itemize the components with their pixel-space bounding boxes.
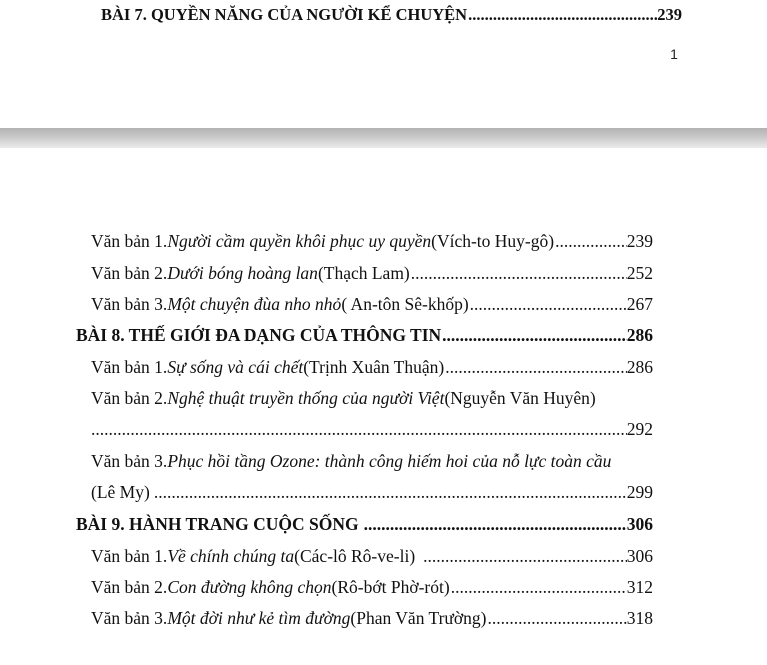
page-ref: 286 xyxy=(626,325,653,345)
dot-leader xyxy=(468,4,657,26)
toc-entry[interactable] xyxy=(91,262,653,284)
dot-leader xyxy=(445,356,627,378)
entry-prefix: Văn bản 1. xyxy=(91,546,168,566)
entry-prefix: Văn bản 3. xyxy=(91,294,168,314)
entry-title: Con đường không chọn xyxy=(167,577,332,597)
entry-prefix: Văn bản 2. xyxy=(91,577,168,597)
entry-title: Dưới bóng hoàng lan xyxy=(167,263,318,283)
entry-title: Sự sống và cái chết xyxy=(167,357,304,377)
dot-leader xyxy=(487,607,626,629)
toc-lesson-7[interactable] xyxy=(101,4,682,26)
entry-prefix: Văn bản 3. xyxy=(91,608,168,628)
entry-prefix: Văn bản 3. xyxy=(91,451,168,471)
page-ref: 306 xyxy=(626,514,653,534)
toc-entry[interactable] xyxy=(91,356,653,378)
page-gap xyxy=(0,128,767,148)
page-1-bottom xyxy=(0,0,767,128)
dot-leader xyxy=(442,324,627,346)
lesson-title: BÀI 9. HÀNH TRANG CUỘC SỐNG xyxy=(76,514,359,534)
entry-author: (Thạch Lam) xyxy=(317,263,410,283)
toc-entry-continuation[interactable] xyxy=(91,481,653,503)
dot-leader xyxy=(555,230,627,252)
dot-leader xyxy=(364,513,627,535)
entry-author: (Vích-to Huy-gô) xyxy=(431,231,555,251)
toc-entry[interactable] xyxy=(91,450,653,472)
page-ref: 267 xyxy=(626,294,653,314)
dot-leader xyxy=(423,545,627,567)
dot-leader xyxy=(411,262,627,284)
page-ref: 252 xyxy=(626,263,653,283)
page-ref: 312 xyxy=(626,577,653,597)
page-ref: 306 xyxy=(626,546,653,566)
page-ref: 239 xyxy=(657,5,682,24)
entry-title: Nghệ thuật truyền thống của người Việt xyxy=(167,388,445,408)
toc-lesson-9[interactable] xyxy=(76,513,653,535)
dot-leader xyxy=(451,576,627,598)
toc-entry-continuation[interactable] xyxy=(91,418,653,440)
entry-prefix: Văn bản 1. xyxy=(91,357,168,377)
dot-leader xyxy=(91,418,627,440)
entry-author: (Trịnh Xuân Thuận) xyxy=(303,357,445,377)
page-ref: 299 xyxy=(626,482,653,502)
entry-author: (Các-lô Rô-ve-li) xyxy=(294,546,416,566)
entry-author: (Phan Văn Trường) xyxy=(350,608,487,628)
toc-entry[interactable] xyxy=(91,545,653,567)
entry-title: Phục hồi tầng Ozone: thành công hiếm hoi của nỗ lực toàn cầu xyxy=(167,451,612,471)
toc-entry[interactable] xyxy=(91,607,653,629)
entry-prefix: Văn bản 2. xyxy=(91,263,168,283)
entry-prefix: Văn bản 1. xyxy=(91,231,168,251)
entry-prefix: Văn bản 2. xyxy=(91,388,168,408)
dot-leader xyxy=(154,481,627,503)
toc-entry[interactable] xyxy=(91,576,653,598)
toc-entry[interactable] xyxy=(91,293,653,315)
entry-author: (Nguyễn Văn Huyên) xyxy=(444,388,596,408)
page-ref: 318 xyxy=(626,608,653,628)
entry-title: Về chính chúng ta xyxy=(167,546,295,566)
toc-entry[interactable] xyxy=(91,387,653,409)
page-ref: 239 xyxy=(626,231,653,251)
entry-title: Một đời như kẻ tìm đường xyxy=(167,608,351,628)
toc-entry[interactable] xyxy=(91,230,653,252)
lesson-title: BÀI 8. THẾ GIỚI ĐA DẠNG CỦA THÔNG TIN xyxy=(76,325,442,345)
entry-title: Một chuyện đùa nho nhỏ xyxy=(167,294,342,314)
entry-author: (Lê My) xyxy=(91,482,150,502)
toc-lesson-8[interactable] xyxy=(76,324,653,346)
entry-author: (Rô-bớt Phờ-rót) xyxy=(331,577,450,597)
page-ref: 286 xyxy=(626,357,653,377)
page-ref: 292 xyxy=(626,419,653,439)
page-number: 1 xyxy=(670,46,678,62)
entry-author: ( An-tôn Sê-khốp) xyxy=(341,294,469,314)
entry-title: Người cầm quyền khôi phục uy quyền xyxy=(167,231,432,251)
lesson-title: BÀI 7. QUYỀN NĂNG CỦA NGƯỜI KỂ CHUYỆN xyxy=(101,5,468,24)
dot-leader xyxy=(470,293,627,315)
